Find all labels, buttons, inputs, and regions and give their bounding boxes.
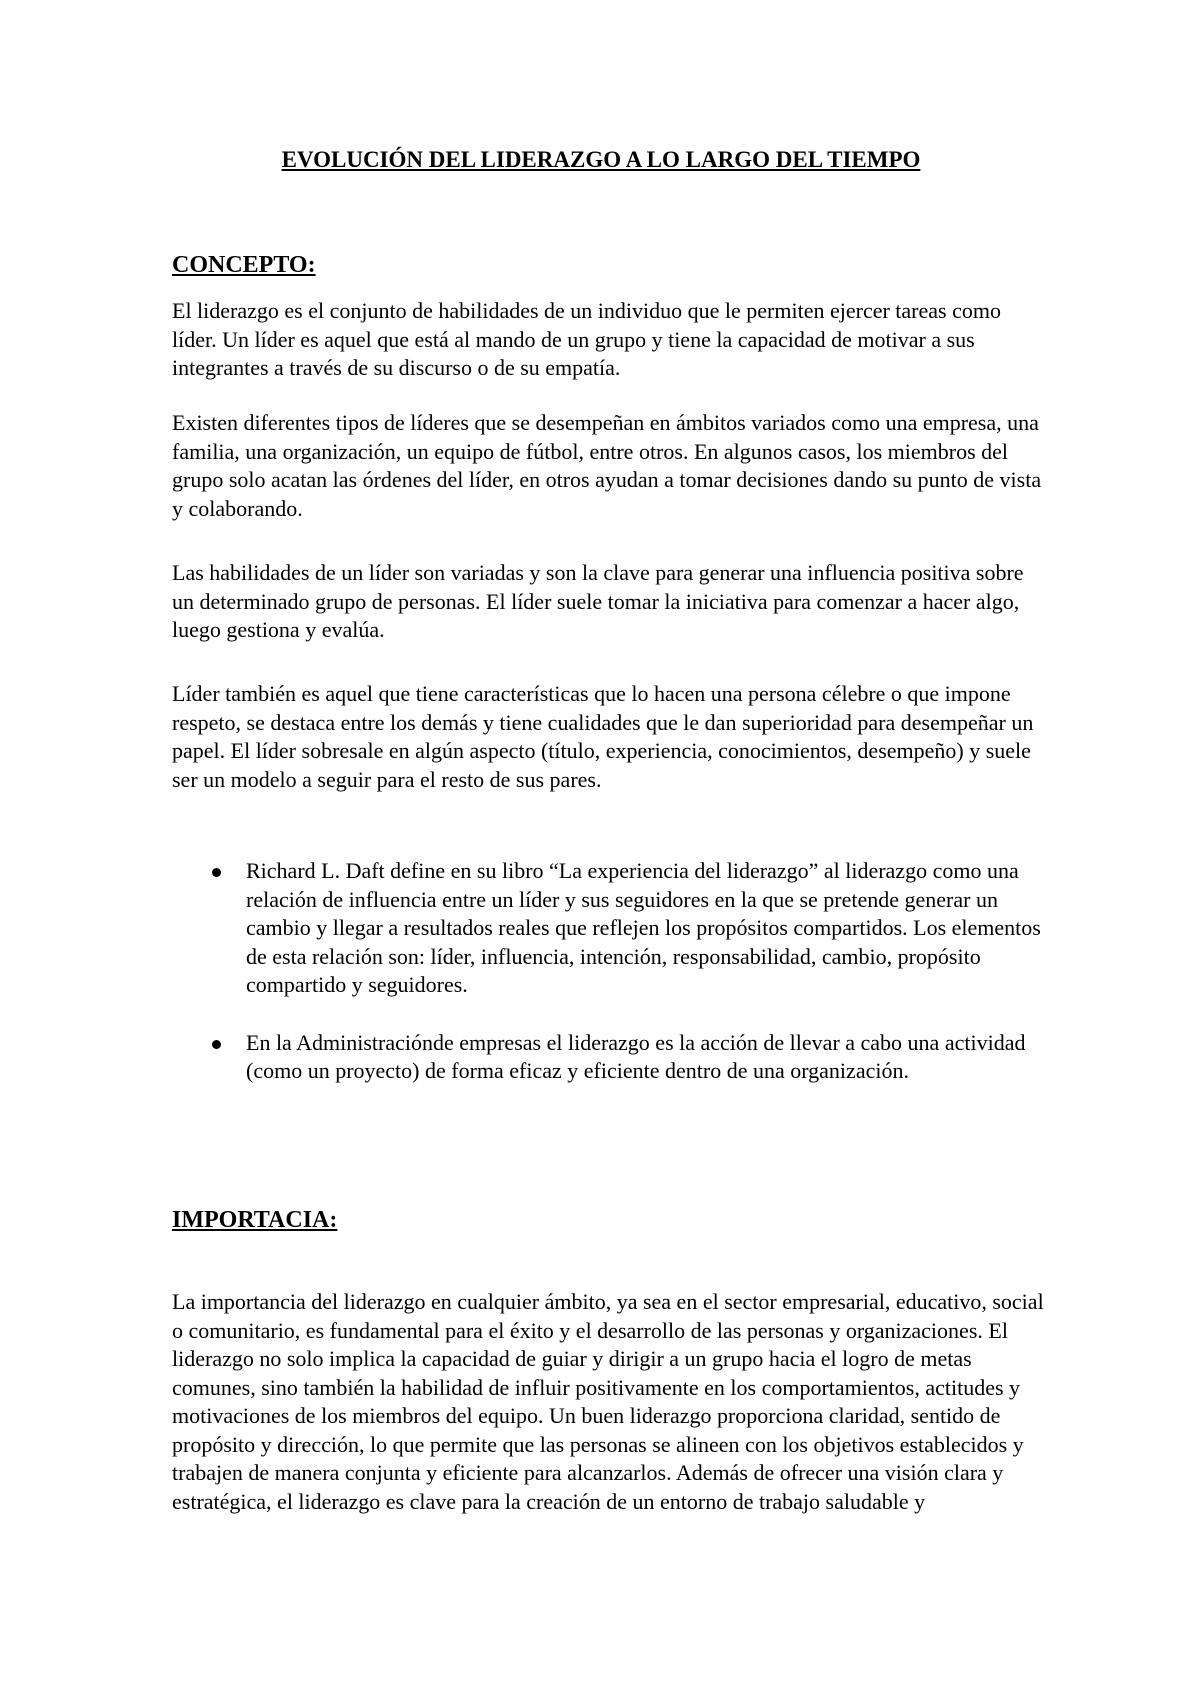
paragraph: La importancia del liderazgo en cualquier ámbito, ya sea en el sector empresarial, educativo, social o comunitario, es fundamental para el éxito y el desarrollo de las personas y organizaciones. El liderazgo no solo implica la capacidad de guiar y dirigir a un grupo hacia el logro de metas comunes, sino también la habilidad de influir positivamente en los comportamientos, actitudes y motivaciones de los miembros del equipo. Un buen liderazgo proporciona claridad, sentido de propósito y dirección, lo que permite que las personas se alineen con los objetivos establecidos y trabajen de manera conjunta y eficiente para alcanzarlos. Además de ofrecer una visión clara y estratégica, el liderazgo es clave para la creación de un entorno de trabajo saludable y <box>172 1289 1044 1514</box>
paragraph: Las habilidades de un líder son variadas y son la clave para generar una influencia positiva sobre un determinado grupo de personas. El líder suele tomar la iniciativa para comenzar a hacer algo, luego gestiona y evalúa. <box>172 560 1024 642</box>
paragraph: Líder también es aquel que tiene características que lo hacen una persona célebre o que impone respeto, se destaca entre los demás y tiene cualidades que le dan superioridad para desempeñar un papel. El líder sobresale en algún aspecto (título, experiencia, conocimientos, desempeño) y suele ser un modelo a seguir para el resto de sus pares. <box>172 681 1034 792</box>
list-item <box>200 857 1042 1000</box>
bullet-icon <box>212 868 221 877</box>
bullet-icon <box>212 1040 221 1049</box>
paragraph: El liderazgo es el conjunto de habilidades de un individuo que le permiten ejercer tareas como líder. Un líder es aquel que está al mando de un grupo y tiene la capacidad de motivar a sus integrantes a través de su discurso o de su empatía. <box>172 298 1001 380</box>
list-item-text: Richard L. Daft define en su libro “La experiencia del liderazgo” al liderazgo como una relación de influencia entre un líder y sus seguidores en la que se pretende generar un cambio y llegar a resultados reales que reflejen los propósitos compartidos. Los elementos de esta relación son: líder, influencia, intención, responsabilidad, cambio, propósito compartido y seguidores. <box>246 858 1041 997</box>
list-item <box>200 1029 1042 1086</box>
paragraph: Existen diferentes tipos de líderes que se desempeñan en ámbitos variados como una empresa, una familia, una organización, un equipo de fútbol, entre otros. En algunos casos, los miembros del grupo solo acatan las órdenes del líder, en otros ayudan a tomar decisiones dando su punto de vista y colaborando. <box>172 410 1042 521</box>
section-heading-concepto: CONCEPTO: <box>172 252 316 278</box>
bullet-list <box>200 857 1042 1115</box>
document-title: EVOLUCIÓN DEL LIDERAZGO A LO LARGO DEL TIEMPO <box>281 147 921 172</box>
list-item-text: En la Administraciónde empresas el liderazgo es la acción de llevar a cabo una actividad (como un proyecto) de forma eficaz y eficiente dentro de una organización. <box>246 1029 1026 1083</box>
section-heading-importancia: IMPORTACIA: <box>172 1207 338 1233</box>
